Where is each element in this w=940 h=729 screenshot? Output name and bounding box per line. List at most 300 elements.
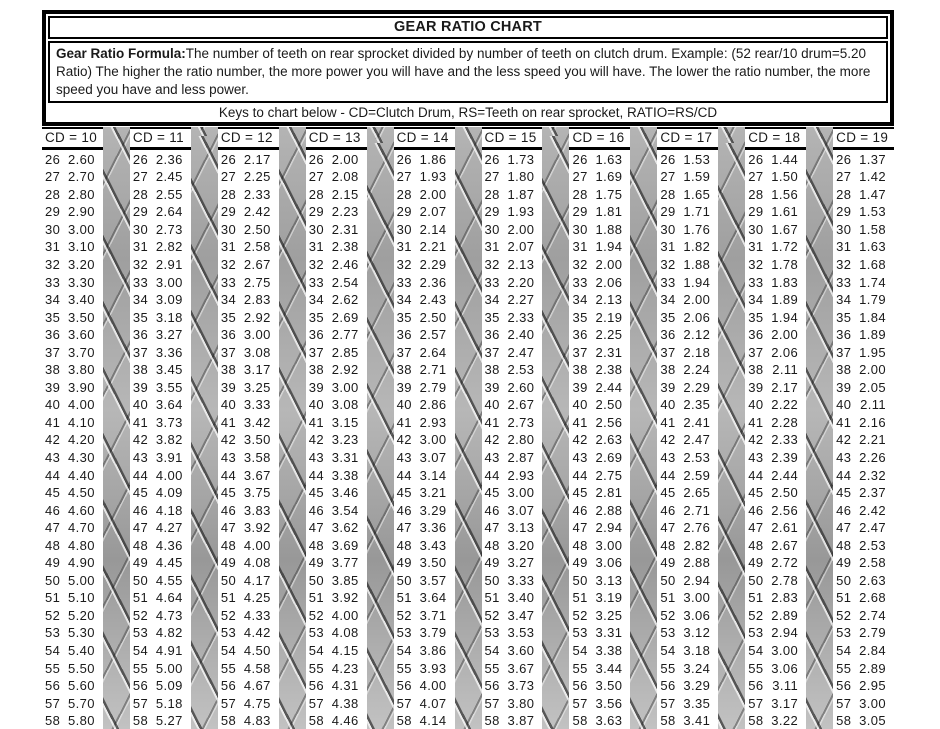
ratio-value: 2.50	[595, 397, 623, 413]
table-row	[42, 291, 103, 309]
ratio-value: 3.29	[419, 502, 447, 518]
ratio-value: 3.92	[331, 590, 359, 606]
ratio-value: 3.07	[419, 450, 447, 465]
rs-value: 58	[132, 713, 149, 729]
rs-value: 58	[660, 713, 676, 729]
table-row	[569, 519, 630, 537]
ratio-value: 3.42	[243, 414, 271, 430]
rs-value: 27	[132, 169, 149, 185]
ratio-value: 3.13	[507, 520, 535, 536]
formula-text: The number of teeth on rear sprocket divided by number of teeth on clutch drum. Example: (52 rear/10 drum=5.20 Ratio) The higher the ratio number, the more power you will have and the less speed you will have. The lower the ratio number, the more speed you have and less power.	[56, 46, 871, 97]
cd-column-19	[833, 127, 894, 729]
table-row	[130, 449, 191, 467]
ratio-value: 2.93	[507, 467, 535, 483]
rs-value: 35	[484, 309, 500, 325]
table-row	[42, 238, 103, 256]
rs-value: 49	[132, 555, 149, 571]
rs-value: 29	[660, 204, 676, 220]
rs-value: 57	[220, 695, 237, 711]
table-row	[130, 168, 191, 186]
ratio-value: 3.27	[155, 327, 183, 343]
table-row	[42, 221, 103, 239]
table-row	[306, 273, 367, 291]
ratio-value: 2.65	[683, 485, 711, 501]
rs-value: 36	[748, 327, 764, 343]
ratio-value: 3.62	[331, 520, 359, 536]
ratio-value: 3.08	[331, 397, 359, 413]
ratio-value: 1.67	[771, 221, 799, 237]
rs-value: 41	[396, 414, 412, 430]
ratio-value: 3.06	[683, 607, 711, 623]
table-row	[745, 203, 806, 221]
table-row	[130, 343, 191, 361]
ratio-value: 3.83	[243, 502, 271, 518]
ratio-value: 4.50	[243, 643, 271, 659]
rs-value: 38	[836, 362, 852, 378]
ratio-value: 2.44	[595, 379, 623, 395]
table-row	[42, 677, 103, 695]
rs-value: 40	[45, 397, 61, 413]
ratio-value: 1.89	[859, 327, 887, 343]
table-row	[42, 256, 103, 274]
rs-value: 26	[748, 151, 764, 167]
ratio-value: 4.40	[68, 467, 95, 483]
ratio-value: 2.06	[683, 309, 711, 325]
ratio-value: 2.58	[243, 239, 271, 255]
rs-value: 56	[396, 678, 412, 694]
rs-value: 35	[572, 309, 588, 325]
rs-value: 29	[396, 204, 412, 220]
ratio-value: 2.00	[419, 186, 447, 202]
table-row	[394, 519, 455, 537]
ratio-value: 3.38	[595, 643, 623, 659]
table-row	[657, 186, 718, 204]
gear-ratio-chart-page	[42, 10, 894, 729]
rs-value: 40	[484, 397, 500, 413]
rs-value: 52	[748, 607, 764, 623]
table-row	[306, 712, 367, 729]
ratio-value: 3.40	[507, 590, 535, 606]
rs-value: 56	[660, 678, 676, 694]
ratio-value: 2.08	[331, 169, 359, 185]
ratio-value: 2.68	[859, 590, 887, 606]
ratio-value: 2.11	[772, 362, 799, 378]
table-row	[130, 431, 191, 449]
table-row	[306, 326, 367, 344]
table-row	[745, 589, 806, 607]
ratio-value: 2.13	[507, 256, 535, 272]
ratio-value: 3.25	[243, 379, 271, 395]
rs-value: 53	[836, 625, 852, 641]
rs-value: 58	[748, 713, 764, 729]
rs-value: 43	[132, 450, 149, 465]
table-row	[218, 150, 279, 168]
table-row	[306, 572, 367, 590]
ratio-value: 2.50	[419, 309, 447, 325]
table-row	[42, 308, 103, 326]
table-row	[833, 589, 894, 607]
ratio-value: 3.87	[507, 713, 535, 729]
ratio-value: 2.78	[771, 572, 799, 588]
rs-value: 57	[45, 695, 61, 711]
ratio-value: 3.86	[419, 643, 447, 659]
rs-value: 34	[836, 292, 852, 308]
rs-value: 55	[572, 660, 588, 676]
ratio-value: 5.80	[68, 713, 95, 729]
ratio-value: 3.53	[507, 625, 535, 641]
table-row	[394, 572, 455, 590]
table-row	[745, 256, 806, 274]
rs-value: 52	[660, 607, 676, 623]
table-row	[394, 677, 455, 695]
table-row	[130, 484, 191, 502]
ratio-value: 2.21	[419, 239, 447, 255]
rs-value: 56	[45, 678, 61, 694]
table-row	[657, 449, 718, 467]
table-row	[482, 308, 543, 326]
rs-value: 43	[748, 450, 764, 465]
ratio-value: 2.53	[507, 362, 535, 378]
ratio-table	[42, 127, 894, 729]
rs-value: 54	[396, 643, 412, 659]
table-row	[306, 677, 367, 695]
table-row	[657, 694, 718, 712]
ratio-value: 3.06	[771, 660, 799, 676]
rs-value: 26	[396, 151, 412, 167]
rs-value: 33	[660, 274, 676, 290]
table-row	[42, 150, 103, 168]
rs-value: 29	[132, 204, 149, 220]
table-row	[482, 150, 543, 168]
table-row	[130, 273, 191, 291]
table-row	[657, 501, 718, 519]
table-row	[569, 536, 630, 554]
ratio-value: 4.91	[155, 643, 183, 659]
ratio-value: 3.91	[155, 450, 183, 465]
table-row	[42, 642, 103, 660]
table-row	[482, 291, 543, 309]
table-row	[218, 624, 279, 642]
rs-value: 37	[132, 344, 149, 360]
table-row	[482, 572, 543, 590]
table-row	[306, 554, 367, 572]
table-row	[569, 572, 630, 590]
ratio-value: 2.90	[68, 204, 95, 220]
rs-value: 37	[748, 344, 764, 360]
ratio-value: 2.67	[771, 537, 799, 553]
table-row	[218, 361, 279, 379]
table-row	[218, 431, 279, 449]
rs-value: 55	[836, 660, 852, 676]
rs-value: 34	[45, 292, 61, 308]
rs-value: 36	[484, 327, 500, 343]
rs-value: 50	[396, 572, 412, 588]
table-row	[394, 221, 455, 239]
rs-value: 43	[836, 450, 852, 465]
ratio-value: 2.00	[683, 292, 711, 308]
rs-value: 56	[308, 678, 324, 694]
table-row	[745, 677, 806, 695]
rs-value: 41	[572, 414, 588, 430]
table-row	[218, 308, 279, 326]
table-row	[394, 431, 455, 449]
rs-value: 30	[572, 221, 588, 237]
table-row	[42, 659, 103, 677]
rs-value: 34	[308, 292, 324, 308]
rs-value: 51	[396, 590, 412, 606]
table-row	[130, 589, 191, 607]
table-row	[833, 396, 894, 414]
table-row	[482, 519, 543, 537]
ratio-value: 2.84	[859, 643, 887, 659]
ratio-value: 3.00	[683, 590, 711, 606]
rs-value: 54	[484, 643, 500, 659]
ratio-value: 4.55	[155, 572, 183, 588]
table-row	[657, 256, 718, 274]
ratio-value: 2.45	[155, 169, 183, 185]
table-row	[569, 624, 630, 642]
rs-value: 53	[45, 625, 61, 641]
rs-value: 41	[836, 414, 852, 430]
rs-value: 44	[748, 467, 764, 483]
table-row	[394, 554, 455, 572]
table-row	[42, 694, 103, 712]
table-row	[42, 572, 103, 590]
table-row	[42, 361, 103, 379]
table-row	[218, 449, 279, 467]
ratio-value: 1.76	[683, 221, 711, 237]
table-row	[745, 396, 806, 414]
table-row	[569, 431, 630, 449]
ratio-value: 2.11	[860, 397, 887, 413]
ratio-value: 1.53	[859, 204, 887, 220]
table-row	[745, 554, 806, 572]
table-row	[657, 519, 718, 537]
rs-value: 42	[220, 432, 237, 448]
rs-value: 30	[836, 221, 852, 237]
rs-value: 52	[572, 607, 588, 623]
table-row	[306, 308, 367, 326]
table-row	[218, 589, 279, 607]
ratio-value: 1.59	[683, 169, 711, 185]
table-row	[833, 712, 894, 729]
table-row	[745, 712, 806, 729]
table-row	[833, 379, 894, 397]
table-row	[482, 168, 543, 186]
table-row	[833, 572, 894, 590]
table-row	[657, 659, 718, 677]
ratio-value: 3.27	[507, 555, 535, 571]
rs-value: 30	[660, 221, 676, 237]
table-row	[833, 168, 894, 186]
rs-value: 33	[220, 274, 237, 290]
ratio-value: 3.22	[771, 713, 799, 729]
ratio-value: 3.47	[507, 607, 535, 623]
ratio-value: 5.50	[68, 660, 95, 676]
table-row	[657, 326, 718, 344]
ratio-value: 2.38	[595, 362, 623, 378]
table-row	[569, 554, 630, 572]
rs-value: 57	[132, 695, 149, 711]
ratio-value: 1.93	[507, 204, 535, 220]
rs-value: 30	[220, 221, 237, 237]
diamond-plate-divider	[191, 127, 218, 729]
ratio-value: 3.24	[683, 660, 711, 676]
ratio-value: 1.94	[683, 274, 711, 290]
table-row	[745, 326, 806, 344]
ratio-value: 3.17	[243, 362, 271, 378]
rs-value: 43	[220, 450, 237, 465]
rs-value: 41	[660, 414, 676, 430]
table-row	[657, 291, 718, 309]
table-row	[218, 256, 279, 274]
rs-value: 44	[220, 467, 237, 483]
rs-value: 33	[132, 274, 149, 290]
rs-value: 41	[748, 414, 764, 430]
ratio-value: 1.79	[859, 292, 887, 308]
ratio-value: 1.93	[419, 169, 447, 185]
ratio-value: 2.74	[859, 607, 887, 623]
ratio-value: 3.45	[155, 362, 183, 378]
table-row	[218, 291, 279, 309]
table-row	[42, 379, 103, 397]
ratio-value: 4.90	[68, 555, 95, 571]
ratio-value: 2.60	[68, 151, 95, 167]
rs-value: 32	[484, 256, 500, 272]
rs-value: 58	[836, 713, 852, 729]
table-row	[745, 414, 806, 432]
ratio-value: 3.07	[507, 502, 535, 518]
ratio-value: 2.13	[595, 292, 623, 308]
ratio-value: 2.33	[771, 432, 799, 448]
rs-value: 57	[396, 695, 412, 711]
table-row	[130, 308, 191, 326]
ratio-value: 5.70	[68, 695, 95, 711]
table-row	[394, 466, 455, 484]
rs-value: 46	[572, 502, 588, 518]
ratio-value: 3.64	[419, 590, 447, 606]
ratio-value: 3.00	[243, 327, 271, 343]
table-row	[306, 256, 367, 274]
column-body	[130, 150, 191, 729]
table-row	[42, 589, 103, 607]
table-row	[130, 396, 191, 414]
ratio-value: 1.74	[859, 274, 887, 290]
table-row	[833, 624, 894, 642]
rs-value: 33	[572, 274, 588, 290]
ratio-value: 2.33	[243, 186, 271, 202]
rs-value: 26	[220, 151, 237, 167]
ratio-value: 2.26	[859, 450, 887, 465]
table-row	[42, 501, 103, 519]
rs-value: 51	[220, 590, 237, 606]
ratio-value: 5.00	[68, 572, 95, 588]
rs-value: 51	[572, 590, 588, 606]
table-row	[745, 168, 806, 186]
rs-value: 37	[572, 344, 588, 360]
rs-value: 56	[572, 678, 588, 694]
ratio-value: 2.71	[419, 362, 447, 378]
rs-value: 40	[836, 397, 852, 413]
page-title: GEAR RATIO CHART	[48, 16, 888, 39]
table-row	[833, 414, 894, 432]
ratio-value: 2.58	[859, 555, 887, 571]
ratio-value: 5.60	[68, 678, 95, 694]
ratio-value: 3.00	[419, 432, 447, 448]
table-row	[130, 712, 191, 729]
ratio-value: 3.36	[155, 344, 183, 360]
rs-value: 57	[836, 695, 852, 711]
ratio-value: 2.00	[331, 151, 359, 167]
rs-value: 46	[836, 502, 852, 518]
table-row	[218, 466, 279, 484]
ratio-value: 2.95	[859, 678, 887, 694]
ratio-value: 2.92	[331, 362, 359, 378]
table-row	[394, 256, 455, 274]
ratio-value: 2.32	[859, 467, 887, 483]
table-row	[218, 659, 279, 677]
table-row	[130, 379, 191, 397]
rs-value: 40	[308, 397, 324, 413]
rs-value: 31	[836, 239, 852, 255]
ratio-value: 4.73	[155, 607, 183, 623]
table-row	[569, 414, 630, 432]
ratio-value: 2.59	[683, 467, 711, 483]
table-row	[657, 221, 718, 239]
table-row	[218, 396, 279, 414]
ratio-value: 4.80	[68, 537, 95, 553]
rs-value: 57	[308, 695, 324, 711]
rs-value: 42	[748, 432, 764, 448]
table-row	[833, 273, 894, 291]
rs-value: 30	[748, 221, 764, 237]
ratio-value: 3.31	[595, 625, 623, 641]
ratio-value: 1.84	[859, 309, 887, 325]
rs-value: 31	[45, 239, 61, 255]
rs-value: 46	[220, 502, 237, 518]
table-row	[482, 712, 543, 729]
rs-value: 56	[748, 678, 764, 694]
table-row	[306, 291, 367, 309]
table-row	[482, 624, 543, 642]
table-row	[833, 677, 894, 695]
ratio-value: 1.63	[595, 151, 623, 167]
table-row	[394, 168, 455, 186]
rs-value: 48	[484, 537, 500, 553]
ratio-value: 2.47	[683, 432, 711, 448]
ratio-value: 4.46	[331, 713, 359, 729]
table-row	[657, 589, 718, 607]
table-row	[306, 607, 367, 625]
rs-value: 47	[45, 520, 61, 536]
column-body	[657, 150, 718, 729]
ratio-value: 2.91	[155, 256, 183, 272]
ratio-value: 2.00	[595, 256, 623, 272]
table-row	[833, 326, 894, 344]
ratio-value: 2.61	[771, 520, 799, 536]
rs-value: 58	[572, 713, 588, 729]
table-row	[306, 361, 367, 379]
table-row	[569, 396, 630, 414]
rs-value: 34	[396, 292, 412, 308]
cd-column-18	[745, 127, 806, 729]
ratio-value: 2.05	[859, 379, 887, 395]
table-row	[130, 694, 191, 712]
table-row	[42, 624, 103, 642]
rs-value: 36	[308, 327, 324, 343]
rs-value: 30	[396, 221, 412, 237]
rs-value: 27	[308, 169, 324, 185]
